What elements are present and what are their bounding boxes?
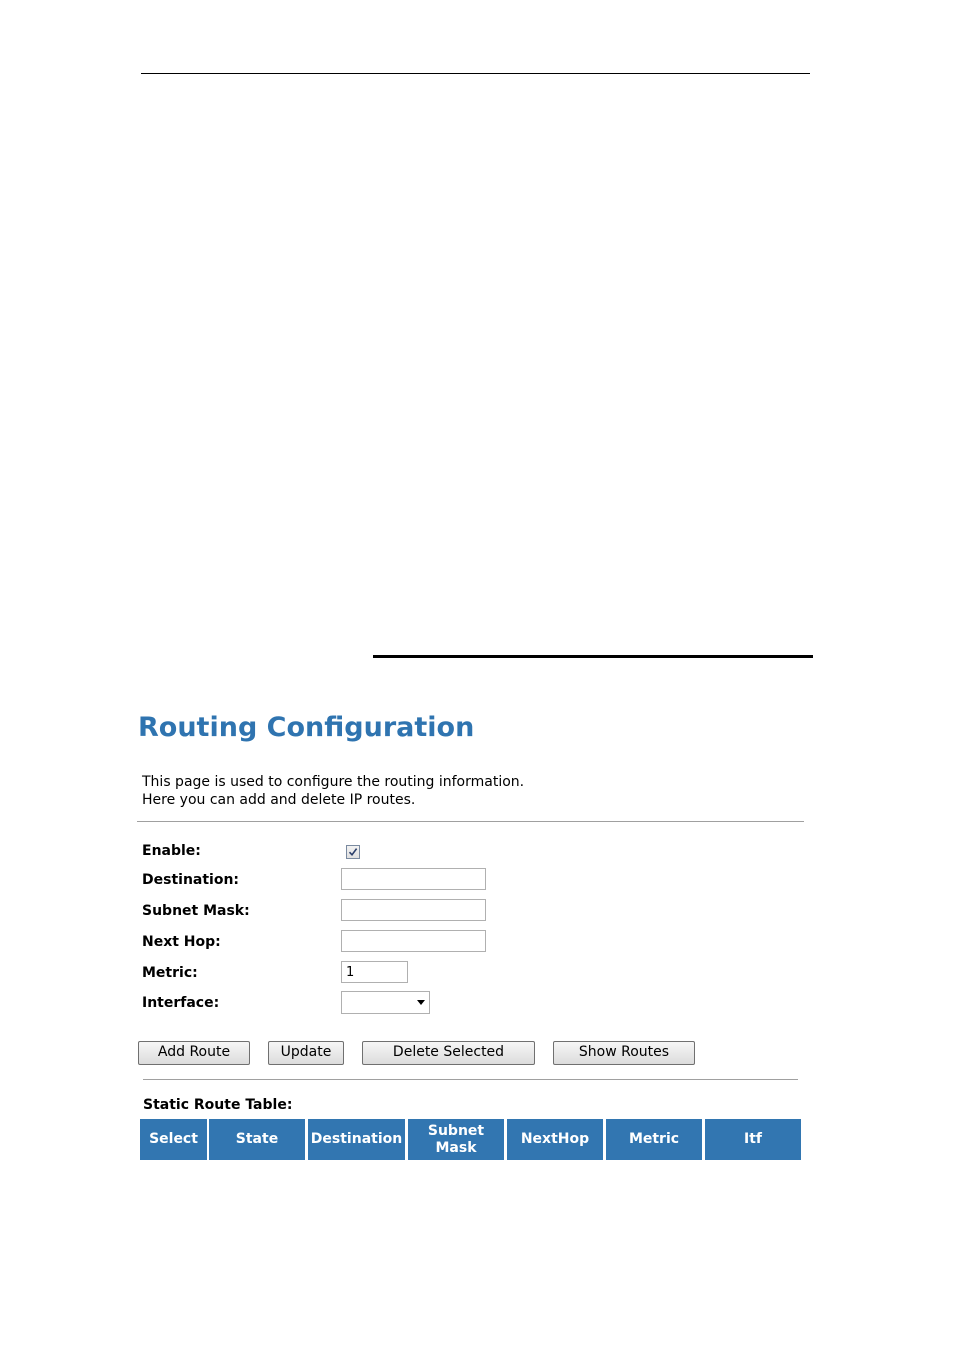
metric-label: Metric: [142, 965, 198, 981]
column-header-itf: Itf [705, 1119, 801, 1160]
subnet-mask-input[interactable] [341, 899, 486, 921]
chevron-down-icon [417, 1000, 425, 1005]
document-section-rule [373, 655, 813, 658]
column-header-metric: Metric [606, 1119, 702, 1160]
column-header-subnet-mask-label: Subnet Mask [427, 1122, 485, 1156]
destination-input[interactable] [341, 868, 486, 890]
add-route-button[interactable]: Add Route [138, 1041, 250, 1065]
divider [143, 1079, 798, 1080]
divider [137, 821, 804, 822]
show-routes-button[interactable]: Show Routes [553, 1041, 695, 1065]
delete-selected-button[interactable]: Delete Selected [362, 1041, 535, 1065]
column-header-subnet-mask [408, 1119, 504, 1160]
checkmark-icon [347, 846, 359, 858]
page-title: Routing Configuration [138, 712, 475, 743]
enable-checkbox[interactable] [346, 845, 360, 859]
destination-label: Destination: [142, 872, 240, 888]
enable-label: Enable: [142, 843, 201, 859]
interface-select[interactable] [341, 991, 430, 1014]
next-hop-input[interactable] [341, 930, 486, 952]
page-description-line-2: Here you can add and delete IP routes. [142, 792, 416, 808]
column-header-destination: Destination [308, 1119, 405, 1160]
page-description-line-1: This page is used to configure the routing information. [142, 774, 525, 790]
static-route-table-title: Static Route Table: [143, 1097, 293, 1113]
update-button[interactable]: Update [268, 1041, 344, 1065]
column-header-select: Select [140, 1119, 207, 1160]
subnet-mask-label: Subnet Mask: [142, 903, 250, 919]
metric-input[interactable] [341, 961, 408, 983]
next-hop-label: Next Hop: [142, 934, 221, 950]
column-header-state: State [209, 1119, 305, 1160]
column-header-nexthop: NextHop [507, 1119, 603, 1160]
document-top-rule [141, 73, 810, 74]
interface-label: Interface: [142, 995, 220, 1011]
